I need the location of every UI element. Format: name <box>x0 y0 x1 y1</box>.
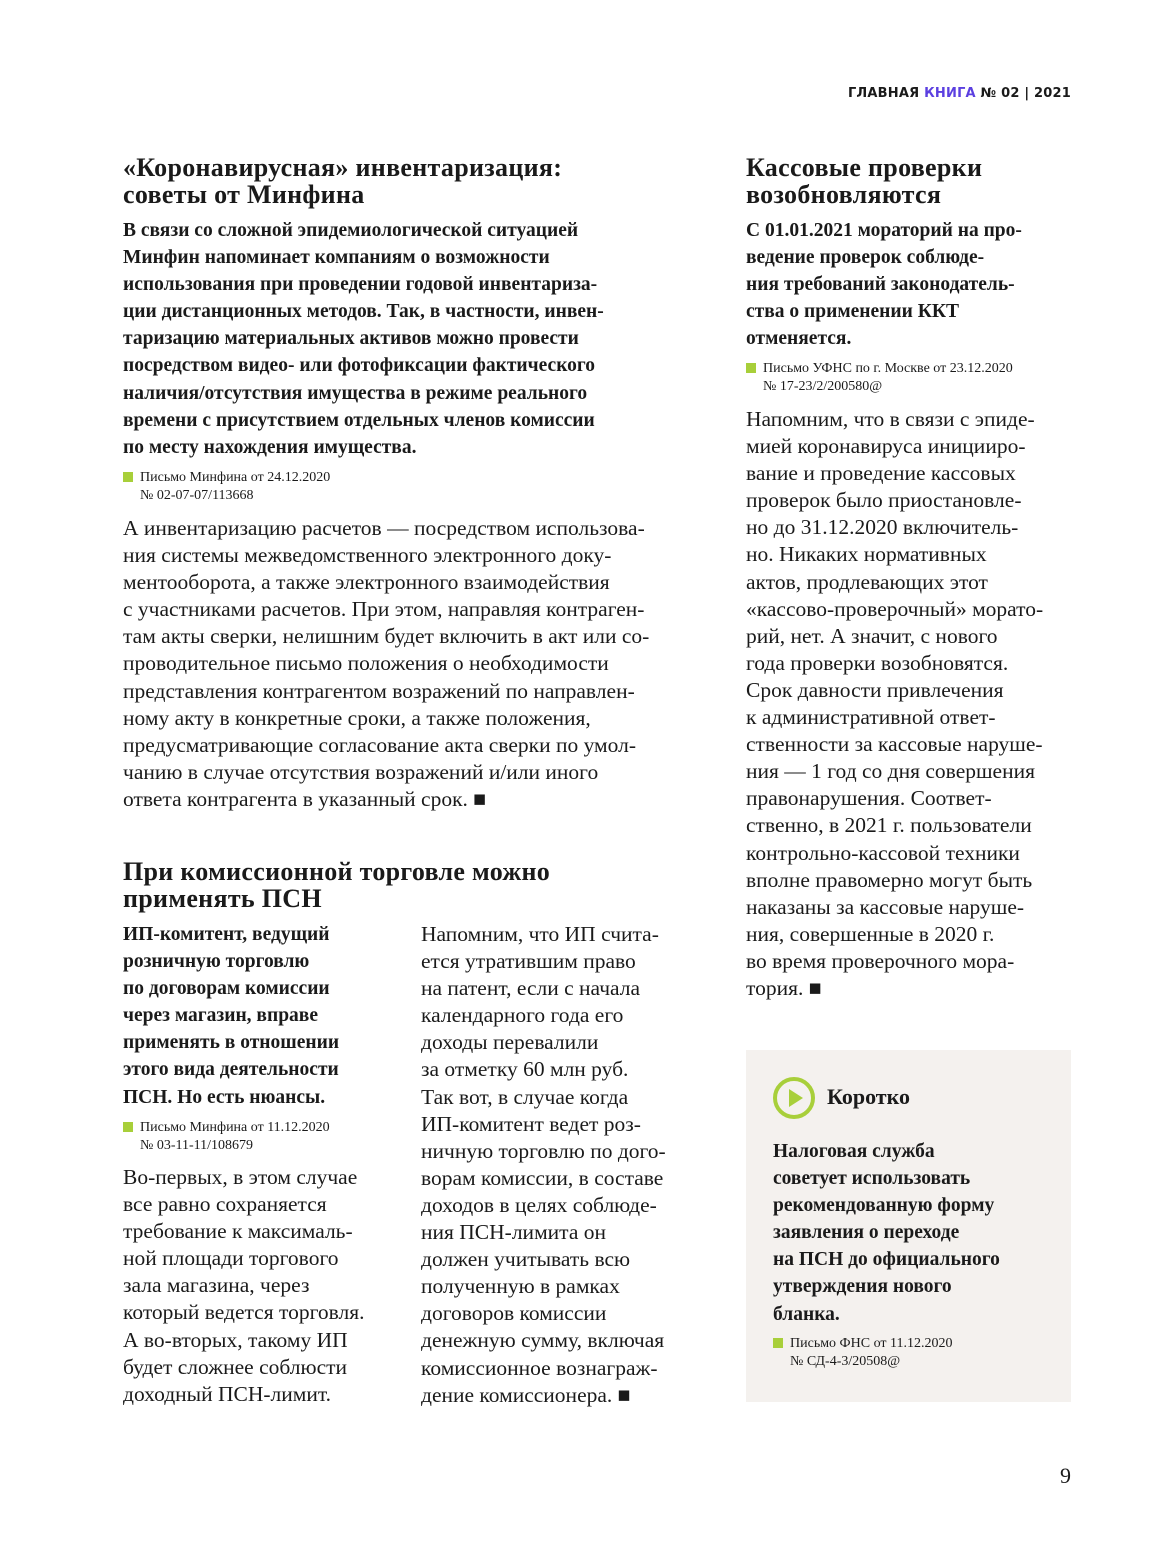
text-line: Так вот, в случае когда <box>421 1084 629 1109</box>
text-line: ментооборота, а также электронного взаимодействия <box>123 570 610 595</box>
article2-source <box>123 1119 330 1155</box>
text-line: этого вида деятельности <box>123 1059 339 1081</box>
text-line: времени с присутствием отдельных членов комиссии <box>123 409 595 431</box>
brand-name: ГЛАВНАЯ <box>847 86 920 101</box>
text-line: ственности за кассовые наруше- <box>746 732 1043 757</box>
text-line: который ведется торговля. <box>123 1300 365 1325</box>
bullet-square-icon <box>746 363 756 373</box>
text-line: дение комиссионера. ■ <box>421 1382 631 1407</box>
text-line: А инвентаризацию расчетов — посредством использова- <box>123 516 645 540</box>
text-line: № 17-23/2/200580@ <box>763 379 883 394</box>
article1-source <box>123 469 330 505</box>
text-line: ответа контрагента в указанный срок. ■ <box>123 786 487 811</box>
text-line: ной площади торгового <box>123 1246 339 1271</box>
text-line: таризацию материальных активов можно провести <box>123 328 579 350</box>
text-line: розничную торговлю <box>123 951 310 973</box>
bullet-square-icon <box>123 472 133 482</box>
text-line: года проверки возобновятся. <box>746 650 1009 675</box>
text-line: ПСН. Но есть нюансы. <box>123 1086 326 1108</box>
text-line: использования при проведении годовой инвентариза- <box>123 274 598 296</box>
text-line: применять в отношении <box>123 1032 340 1054</box>
text-line: с участниками расчетов. При этом, направляя контраген- <box>123 597 645 622</box>
text-line: ИП-комитент, ведущий <box>123 924 330 945</box>
text-line: все равно сохраняется <box>123 1192 327 1217</box>
article1-body <box>123 515 649 813</box>
text-line: ния, совершенные в 2020 г. <box>746 921 995 946</box>
text-line: А во-вторых, такому ИП <box>123 1327 348 1352</box>
text-line: предусматривающие согласование акта сверки по умол- <box>123 732 637 757</box>
article2-body-right <box>421 921 666 1409</box>
text-line: ничную торговлю по дого- <box>421 1138 666 1163</box>
text-line: Налоговая служба <box>773 1141 935 1162</box>
text-line: ния требований законодатель- <box>746 274 1015 296</box>
text-line: вполне правомерно могут быть <box>746 867 1033 892</box>
text-line: ния ПСН-лимита он <box>421 1220 607 1245</box>
text-line: утверждения нового <box>773 1276 952 1298</box>
text-line: возобновляются <box>746 180 942 209</box>
text-line: бланка. <box>773 1303 840 1325</box>
text-line: ции дистанционных методов. Так, в частности, инвен- <box>123 301 604 323</box>
text-line: ства о применении ККТ <box>746 301 960 323</box>
text-line: рий, нет. А значит, с нового <box>746 623 998 648</box>
text-line: но до 31.12.2020 включитель- <box>746 515 1019 540</box>
text-line: рекомендованную форму <box>773 1195 995 1217</box>
article3-body <box>746 406 1043 1002</box>
text-line: правонарушения. Соответ- <box>746 786 992 811</box>
text-line: Во-первых, в этом случае <box>123 1165 358 1189</box>
text-line: там акты сверки, нелишним будет включить в акт или со- <box>123 624 650 649</box>
text-line: Минфин напоминает компаниям о возможности <box>123 247 550 269</box>
text-line: ния — 1 год со дня совершения <box>746 759 1035 784</box>
text-line: Напомним, что ИП счита- <box>421 922 659 946</box>
text-line: на патент, если с начала <box>421 976 641 1001</box>
text-line: советует использовать <box>773 1168 971 1190</box>
brief-lead <box>773 1138 1000 1328</box>
text-line: посредством видео- или фотофиксации фактического <box>123 355 596 377</box>
text-line: Кассовые проверки <box>746 153 983 182</box>
text-line: применять ПСН <box>123 884 322 913</box>
text-line: советы от Минфина <box>123 180 365 209</box>
article3-title <box>746 154 982 208</box>
text-line: представления контрагентом возражений по направлен- <box>123 678 635 703</box>
text-line: «Коронавирусная» инвентаризация: <box>123 153 563 182</box>
text-line: ведение проверок соблюде- <box>746 247 985 269</box>
text-line: мией коронавируса иницииро- <box>746 434 1026 459</box>
text-line: ИП-комитент ведет роз- <box>421 1111 641 1136</box>
text-line: При комиссионной торговле можно <box>123 857 551 886</box>
text-line: зала магазина, через <box>123 1273 310 1298</box>
text-line: по договорам комиссии <box>123 978 330 1000</box>
text-line: ственно, в 2021 г. пользователи <box>746 813 1032 838</box>
article3-lead <box>746 217 1022 352</box>
text-line: Письмо УФНС по г. Москве от 23.12.2020 <box>763 361 1013 376</box>
bullet-square-icon <box>773 1338 783 1348</box>
text-line: по месту нахождения имущества. <box>123 436 417 458</box>
text-line: наказаны за кассовые наруше- <box>746 894 1025 919</box>
text-line: за отметку 60 млн руб. <box>421 1057 629 1082</box>
text-line: С 01.01.2021 мораторий на про- <box>746 220 1022 241</box>
text-line: Срок давности привлечения <box>746 677 1004 702</box>
text-line: календарного года его <box>421 1003 624 1028</box>
article2-title <box>123 858 550 912</box>
article1-lead <box>123 217 604 461</box>
article2-body-left <box>123 1164 365 1408</box>
text-line: во время проверочного мора- <box>746 948 1015 973</box>
text-line: проводительное письмо положения о необходимости <box>123 651 609 676</box>
text-line: проверок было приостановле- <box>746 488 1022 513</box>
text-line: тория. ■ <box>746 975 822 1000</box>
text-line: «кассово-проверочный» морато- <box>746 596 1044 621</box>
text-line: ется утратившим право <box>421 949 636 974</box>
text-line: через магазин, вправе <box>123 1005 318 1027</box>
brief-title: Коротко <box>827 1084 910 1109</box>
text-line: № 02-07-07/113668 <box>140 488 254 503</box>
text-line: наличия/отсутствия имущества в режиме реального <box>123 382 588 404</box>
text-line: Письмо Минфина от 24.12.2020 <box>140 470 331 485</box>
text-line: доходный ПСН-лимит. <box>123 1381 332 1406</box>
text-line: № 03-11-11/108679 <box>140 1138 254 1153</box>
text-line: будет сложнее соблюсти <box>123 1354 348 1379</box>
text-line: актов, продлевающих этот <box>746 569 988 594</box>
issue-number: № 02 | 2021 <box>980 86 1071 101</box>
text-line: к административной ответ- <box>746 705 996 730</box>
text-line: требование к максималь- <box>123 1219 353 1244</box>
bullet-square-icon <box>123 1122 133 1132</box>
text-line: ния системы межведомственного электронного доку- <box>123 543 612 568</box>
text-line: комиссионное вознаграж- <box>421 1355 658 1380</box>
text-line: ному акту в конкретные сроки, а также положения, <box>123 705 591 730</box>
article2-lead <box>123 921 339 1111</box>
magazine-header <box>0 86 1071 101</box>
text-line: на ПСН до официального <box>773 1249 1000 1271</box>
text-line: № СД-4-3/20508@ <box>790 1354 901 1369</box>
text-line: контрольно-кассовой техники <box>746 840 1020 865</box>
text-line: чанию в случае отсутствия возражений и/или иного <box>123 759 599 784</box>
article3-source <box>746 360 1013 396</box>
text-line: но. Никаких нормативных <box>746 542 987 567</box>
text-line: ворам комиссии, в составе <box>421 1165 664 1190</box>
page-number: 9 <box>1060 1463 1071 1488</box>
text-line: договоров комиссии <box>421 1301 607 1326</box>
brand-name-accent: КНИГА <box>924 86 976 101</box>
text-line: В связи со сложной эпидемиологической ситуацией <box>123 220 579 241</box>
text-line: должен учитывать всю <box>421 1247 631 1272</box>
text-line: заявления о переходе <box>773 1222 960 1244</box>
article1-title <box>123 154 562 208</box>
brief-source <box>773 1335 952 1371</box>
text-line: доходов в целях соблюде- <box>421 1192 657 1217</box>
play-circle-icon <box>772 1076 816 1120</box>
text-line: Напомним, что в связи с эпиде- <box>746 407 1035 431</box>
text-line: полученную в рамках <box>421 1274 620 1299</box>
text-line: Письмо Минфина от 11.12.2020 <box>140 1120 330 1135</box>
text-line: денежную сумму, включая <box>421 1328 665 1353</box>
brief-box <box>746 1050 1071 1402</box>
text-line: вание и проведение кассовых <box>746 461 1016 486</box>
text-line: Письмо ФНС от 11.12.2020 <box>790 1336 953 1351</box>
text-line: доходы перевалили <box>421 1030 599 1055</box>
text-line: отменяется. <box>746 328 852 350</box>
